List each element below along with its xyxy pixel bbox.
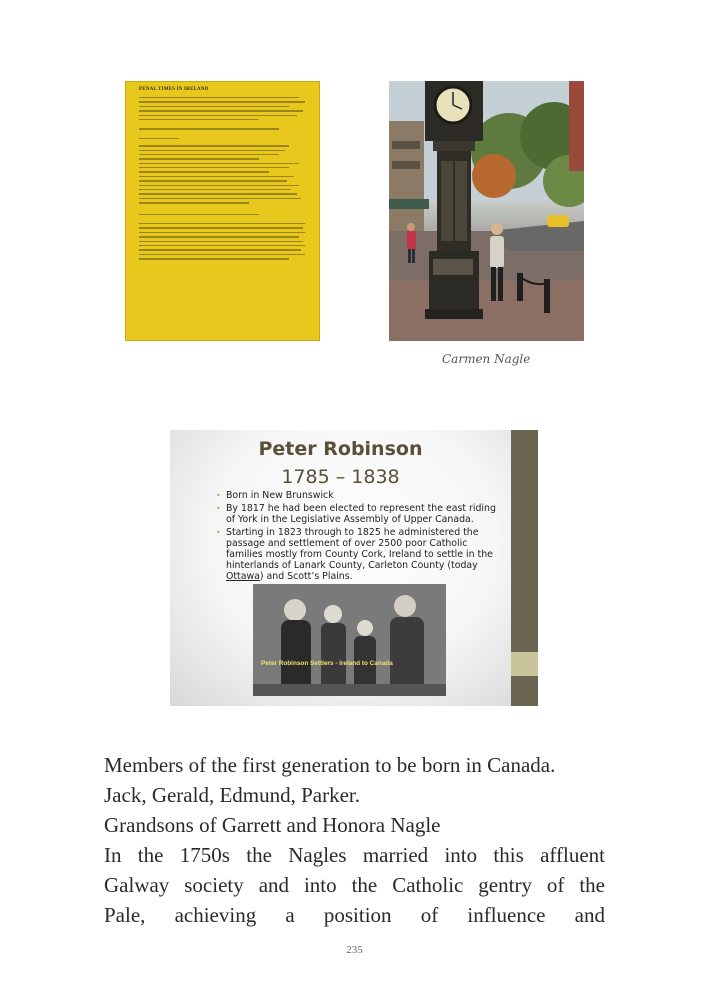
steam-clock-photo (389, 81, 584, 341)
page-number: 235 (346, 944, 363, 956)
settlers-group-photo (253, 584, 446, 696)
ottawa-link-text: Ottawa (226, 571, 260, 582)
bullet-icon: • (216, 528, 221, 537)
bullet-icon: • (216, 504, 221, 513)
settlers-figures (253, 584, 446, 696)
slide-bullet-list (216, 490, 498, 584)
body-text-line: Pale, achieving a position of influence and (104, 903, 605, 927)
slide-title: Peter Robinson (258, 438, 423, 460)
penal-times-document-photo (125, 81, 320, 341)
slide-side-accent (511, 652, 538, 676)
body-text-line: Galway society and into the Catholic gentry of the (104, 873, 605, 897)
bullet-icon: • (216, 491, 221, 500)
slide-bullet: • By 1817 he had been elected to represent the east riding of York in the Legislative Assembly of Upper Canada. (216, 503, 496, 525)
slide-subtitle: 1785 – 1838 (281, 466, 400, 488)
body-text-line: In the 1750s the Nagles married into this affluent (104, 843, 605, 867)
document-title: PENAL TIMES IN IRELAND (139, 87, 209, 92)
body-text-line: Jack, Gerald, Edmund, Parker. (104, 783, 361, 807)
body-text-line: Members of the first generation to be born in Canada. (104, 753, 556, 777)
steam-clock-scene (389, 81, 584, 341)
slide-bullet: • Born in New Brunswick (216, 490, 334, 501)
settlers-photo-caption: Peter Robinson Settlers - Ireland to Canada (261, 660, 393, 667)
photo-caption: Carmen Nagle (442, 352, 531, 366)
slide-bullet: • Starting in 1823 through to 1825 he administered the passage and settlement of over 2500 poor Catholic families mostly from County Cork, Ireland to settle in the hinterlands of Lanark County, Carleton County (today Ottawa) and Scott’s Plains. (216, 527, 493, 582)
document-text-block (125, 97, 320, 260)
body-text-line: Grandsons of Garrett and Honora Nagle (104, 813, 441, 837)
peter-robinson-slide (170, 430, 538, 706)
